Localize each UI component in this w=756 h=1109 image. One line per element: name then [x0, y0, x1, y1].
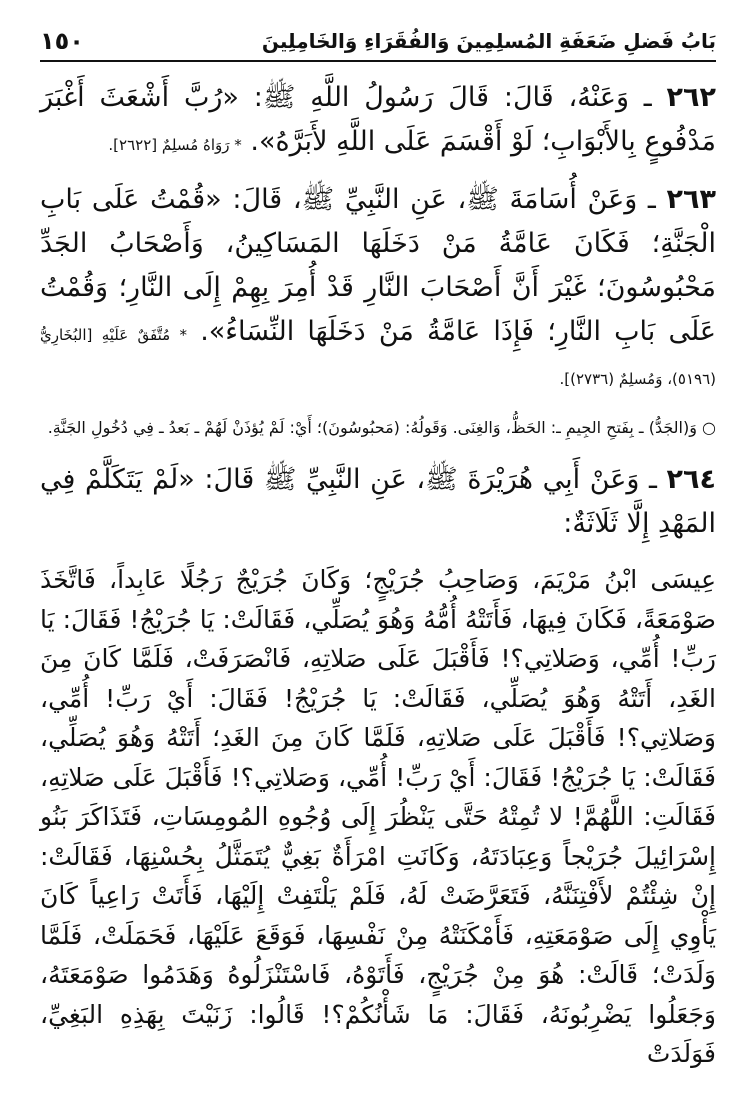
- hadith-263: [40, 178, 716, 398]
- hadith-text: ـ وَعَنْ أَبِي هُرَيْرَةَ ﷺ، عَنِ النَّبِيِّ ﷺ قَالَ: «لَمْ يَتَكَلَّمْ فِي المَهْدِ إِلَّا ثَلَاثَةٌ:: [40, 464, 716, 539]
- hadith-264-paragraph: عِيسَى ابْنُ مَرْيَمَ، وَصَاحِبُ جُرَيْجٍ؛ وَكَانَ جُرَيْجٌ رَجُلًا عَابِداً، فَاتَّخَذَ صَوْمَعَةً، فَكَانَ فِيهَا، فَأَتَتْهُ أُمُّهُ وَهُوَ يُصَلِّي، فَقَالَتْ: يَا جُرَيْجُ! فَقَالَ: يَا رَبِّ! أُمِّي، وَصَلاتِي؟! فَأَقْبَلَ عَلَى صَلاتِهِ، فَانْصَرَفَتْ، فَلَمَّا كَانَ مِنَ الغَدِ، أَتَتْهُ وَهُوَ يُصَلِّي، فَقَالَتْ: يَا جُرَيْجُ! فَقَالَ: أَيْ رَبِّ! أُمِّي، وَصَلاتِي؟! فَأَقْبَلَ عَلَى صَلاتِهِ، فَلَمَّا كَانَ مِنَ الغَدِ؛ أَتَتْهُ وَهُوَ يُصَلِّي، فَقَالَتْ: يَا جُرَيْجُ! فَقَالَ: أَيْ رَبِّ! أُمِّي، وَصَلاتِي؟! فَأَقْبَلَ عَلَى صَلاتِهِ، فَقَالَتِ: اللَّهُمَّ! لا تُمِتْهُ حَتَّى يَنْظُرَ إِلَى وُجُوهِ المُومِسَاتِ، فَتَذَاكَرَ بَنُو إِسْرَائِيلَ جُرَيْجاً وَعِبَادَتَهُ، وَكَانَتِ امْرَأَةٌ بَغِيٌّ يُتَمَثَّلُ بِحُسْنِهَا، فَقَالَتْ: إِنْ شِئْتُمْ لأَفْتِنَنَّهُ، فَتَعَرَّضَتْ لَهُ، فَلَمْ يَلْتَفِتْ إِلَيْهَا، فَأَتَتْ رَاعِياً كَانَ يَأْوِي إِلَى صَوْمَعَتِهِ، فَأَمْكَنَتْهُ مِنْ نَفْسِهَا، فَوَقَعَ عَلَيْهَا، فَحَمَلَتْ، فَلَمَّا وَلَدَتْ؛ قَالَتْ: هُوَ مِنْ جُرَيْجٍ، فَأَتَوْهُ، فَاسْتَنْزَلُوهُ وَهَدَمُوا صَوْمَعَتَهُ، وَجَعَلُوا يَضْرِبُونَهُ، فَقَالَ: مَا شَأْنُكُمْ؟! قَالُوا: زَنَيْتَ بِهَذِهِ البَغِيِّ، فَوَلَدَتْ: [40, 565, 716, 1068]
- hadith-text: ـ وَعَنْ أُسَامَةَ ﷺ، عَنِ النَّبِيِّ ﷺ، قَالَ: «قُمْتُ عَلَى بَابِ الْجَنَّةِ؛ فَكَانَ عَامَّةُ مَنْ دَخَلَهَا المَسَاكِينُ، وَأَصْحَابُ الجَدِّ مَحْبُوسُونَ؛ غَيْرَ أَنَّ أَصْحَابَ النَّارِ قَدْ أُمِرَ بِهِمْ إِلَى النَّارِ؛ وَقُمْتُ عَلَى بَابِ النَّارِ؛ فَإِذَا عَامَّةُ مَنْ دَخَلَهَا النِّسَاءُ».: [40, 184, 716, 347]
- hadith-reference: * رَوَاهُ مُسلِمٌ [٢٦٢٢].: [108, 136, 242, 154]
- page-header: [40, 22, 716, 62]
- hadith-number: ٢٦٢: [666, 82, 716, 113]
- hadith-number: ٢٦٣: [666, 184, 716, 215]
- page-number: ١٥٠: [40, 27, 84, 55]
- hadith-number: ٢٦٤: [666, 464, 716, 495]
- hadith-264: [40, 458, 716, 546]
- hadith-text: ـ وَعَنْهُ، قَالَ: قَالَ رَسُولُ اللَّهِ ﷺ: «رُبَّ أَشْعَثَ أَغْبَرَ مَدْفُوعٍ بِالأَبْوَابِ؛ لَوْ أَقْسَمَ عَلَى اللَّهِ لأَبَرَّهُ».: [40, 82, 716, 157]
- hadith-reference: * مُتَّفَقٌ عَلَيْهِ [البُخَارِيُّ (٥١٩٦)، وَمُسلِمٌ (٢٧٣٦)].: [40, 326, 716, 388]
- explanatory-note: ○ وَ(الجَدُّ) ـ بِفَتحِ الجِيمِ ـ: الحَظُّ، وَالغِنَى. وَقَولُهُ: (مَحبُوسُونَ)؛ أَيْ: لَمْ يُؤذَنْ لَهُمْ ـ بَعدُ ـ فِي دُخُولِ الجَنَّةِ.: [47, 418, 716, 437]
- hadith-262: [40, 76, 716, 164]
- book-page: [40, 22, 716, 1097]
- chapter-title: بَابُ فَضلِ ضَعَفَةِ المُسلِمِينَ وَالفُقَرَاءِ وَالخَامِلِينَ: [261, 29, 716, 53]
